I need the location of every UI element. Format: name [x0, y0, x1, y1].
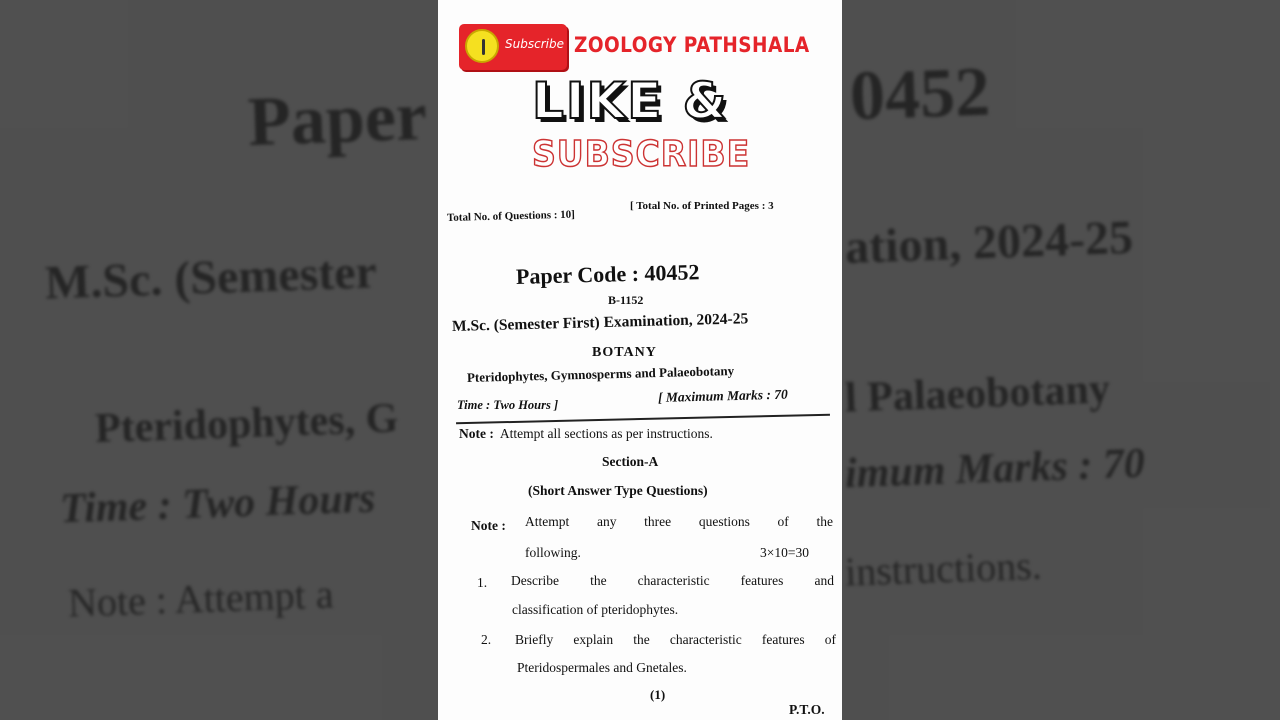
- paper-title: Pteridophytes, Gymnosperms and Palaeobotany: [466, 363, 735, 385]
- page-number: (1): [650, 687, 666, 702]
- subject: BOTANY: [592, 345, 657, 360]
- section-heading: Section-A: [602, 454, 659, 469]
- bg-text: Note : Attempt a: [67, 571, 335, 626]
- note-label: Note :: [459, 426, 494, 441]
- bg-text: ation, 2024-25: [844, 210, 1134, 275]
- bell-icon: [465, 29, 499, 63]
- note2-label: Note :: [471, 518, 506, 533]
- section-subheading: (Short Answer Type Questions): [528, 483, 708, 498]
- total-questions: Total No. of Questions : 10]: [446, 208, 576, 224]
- note: [459, 426, 713, 442]
- bg-text: Time : Two Hours: [59, 475, 377, 533]
- max-marks: [ Maximum Marks : 70: [657, 386, 788, 405]
- bg-text: Paper: [246, 77, 429, 162]
- subscribe-text: SUBSCRIBE: [532, 134, 751, 175]
- question-text: Briefly explain the characteristic features of: [515, 632, 836, 647]
- bg-text: instructions.: [844, 542, 1043, 595]
- bg-text: imum Marks : 70: [844, 440, 1146, 498]
- question-text: classification of pteridophytes.: [512, 602, 679, 617]
- question-number: 1.: [477, 575, 488, 590]
- question-text: Describe the characteristic features and: [511, 573, 834, 588]
- divider: [456, 414, 830, 424]
- paper-id: B-1152: [608, 293, 644, 307]
- marks: 3×10=30: [760, 545, 809, 560]
- paper-code: Paper Code : 40452: [515, 259, 700, 289]
- note2-text2: following.: [525, 545, 581, 560]
- time: Time : Two Hours ]: [457, 398, 559, 412]
- video-frame: [438, 0, 842, 720]
- bg-text: l Palaeobotany: [844, 366, 1111, 422]
- subscribe-button-label: Subscribe: [505, 37, 564, 51]
- question-number: 2.: [481, 632, 492, 647]
- bg-text: Pteridophytes, G: [94, 395, 400, 453]
- total-pages: [ Total No. of Printed Pages : 3: [630, 200, 774, 212]
- pto: P.T.O.: [789, 702, 825, 717]
- channel-name: ZOOLOGY PATHSHALA: [574, 33, 810, 57]
- note-text: Attempt all sections as per instructions.: [499, 426, 713, 441]
- like-text: LIKE &: [532, 72, 729, 130]
- question-text: Pteridospermales and Gnetales.: [517, 660, 687, 675]
- exam-title: M.Sc. (Semester First) Examination, 2024-25: [451, 310, 749, 335]
- bg-text: M.Sc. (Semester: [44, 245, 378, 310]
- note2-text: Attempt any three questions of the: [525, 514, 833, 529]
- bg-text: 0452: [848, 53, 992, 136]
- subscribe-button[interactable]: [459, 24, 567, 70]
